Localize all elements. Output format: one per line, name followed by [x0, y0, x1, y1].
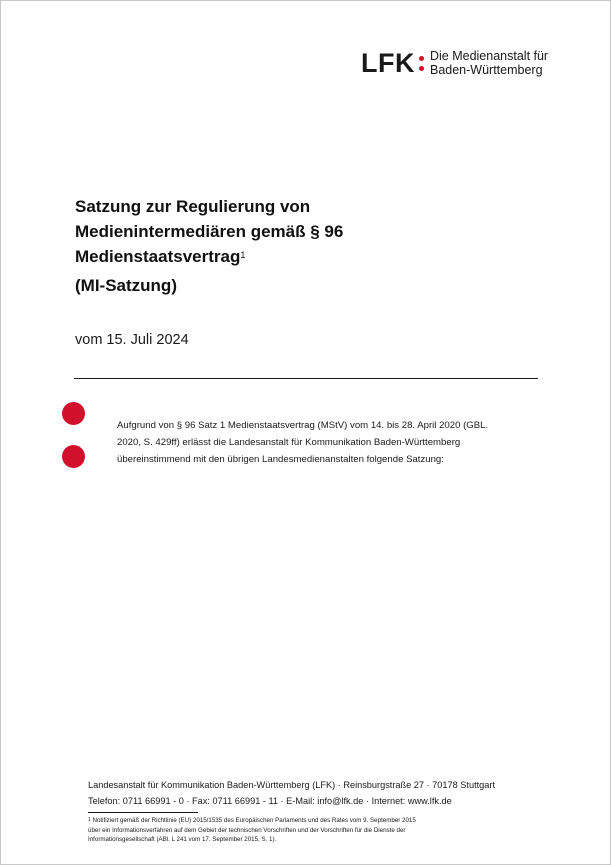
- logo-dots-icon: [419, 56, 424, 71]
- preamble-paragraph: [117, 417, 527, 468]
- document-subtitle: (MI-Satzung): [75, 276, 177, 295]
- preamble-line-2: 2020, S. 429ff) erlässt die Landesanstalt für Kommunikation Baden-Württemberg: [117, 437, 461, 448]
- footnote-divider: [88, 812, 198, 813]
- lfk-logo: [361, 48, 548, 78]
- title-line-3: Medienstaatsvertrag: [75, 247, 241, 266]
- red-bullet-icon-top: [62, 402, 85, 425]
- logo-dot-bottom: [419, 66, 424, 71]
- footnote-line-2: über ein Informationsverfahren auf dem Gebiet der technischen Vorschriften und der Vorschriften für die Dienste der: [88, 826, 406, 834]
- logo-line-1: Die Medienanstalt für: [429, 49, 549, 63]
- footnote: [88, 816, 558, 845]
- footer-contact: Telefon: 0711 66991 - 0 · Fax: 0711 66991 - 11 · E-Mail: info@lfk.de · Internet: www.lfk.de: [88, 796, 452, 806]
- title-footnote-mark: 1: [240, 250, 246, 260]
- logo-line-2: Baden-Württemberg: [429, 63, 543, 77]
- footer-address: Landesanstalt für Kommunikation Baden-Württemberg (LFK) · Reinsburgstraße 27 · 70178 Stuttgart: [88, 780, 495, 790]
- footnote-mark: 1: [88, 817, 91, 823]
- horizontal-divider: [74, 378, 538, 379]
- logo-mark: LFK: [361, 48, 415, 78]
- title-line-1: Satzung zur Regulierung von: [75, 197, 311, 216]
- preamble-line-3: übereinstimmend mit den übrigen Landesmedienanstalten folgende Satzung:: [117, 454, 444, 465]
- title-line-2: Medienintermediären gemäß § 96: [75, 222, 344, 241]
- footnote-line-3: Informationsgesellschaft (ABl. L 241 vom 17. September 2015, S. 1).: [88, 836, 277, 843]
- preamble-line-1: Aufgrund von § 96 Satz 1 Medienstaatsvertrag (MStV) vom 14. bis 28. April 2020 (GBL.: [117, 420, 489, 431]
- title-line-3-wrap: [75, 244, 495, 269]
- document-title: [75, 194, 495, 269]
- footnote-line-1: Notifiziert gemäß der Richtlinie (EU) 2015/1535 des Europäischen Parlaments und des Rates vom 9. September 2015: [92, 817, 416, 824]
- logo-dot-top: [419, 56, 424, 61]
- document-date: vom 15. Juli 2024: [75, 332, 189, 348]
- logo-text: [430, 49, 548, 77]
- page-footer: [88, 777, 548, 809]
- footnote-line-1-wrap: [88, 816, 558, 826]
- red-bullet-icon-bottom: [62, 445, 85, 468]
